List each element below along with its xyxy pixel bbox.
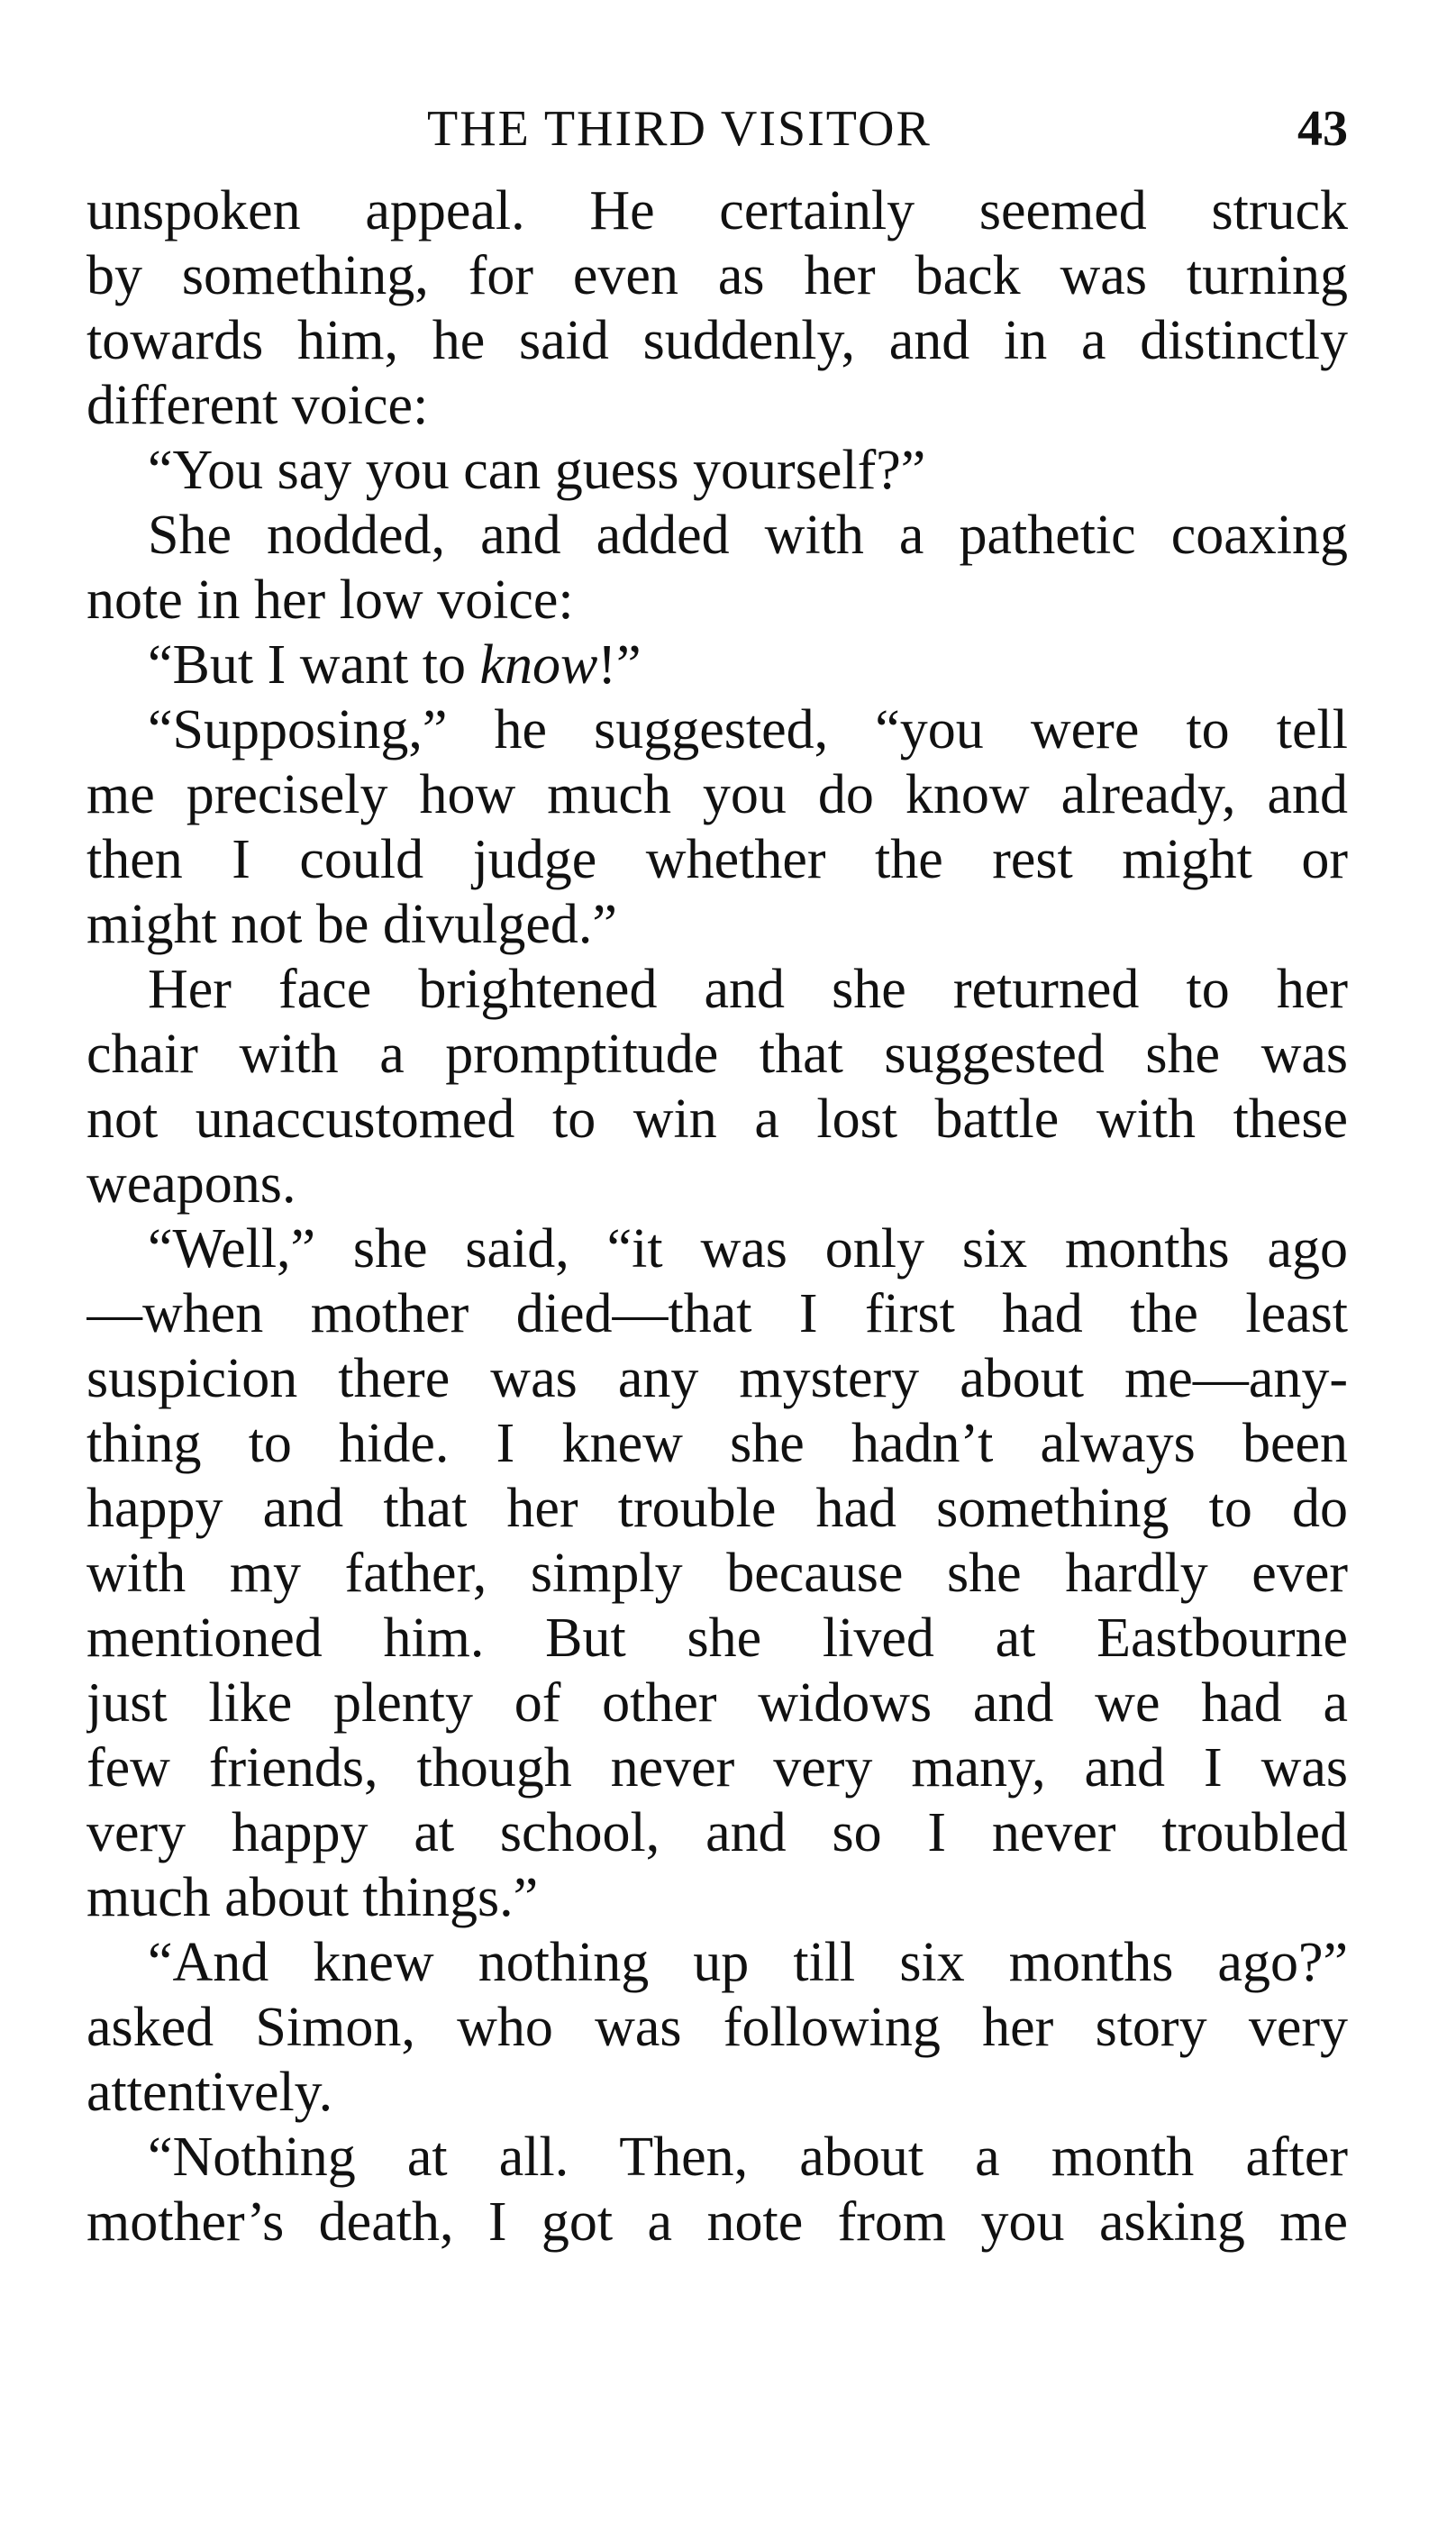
text-line: by something, for even as her back was turning (86, 245, 1348, 306)
text-line (86, 633, 1348, 697)
text-line: “Supposing,” he suggested, “you were to tell (148, 699, 1348, 760)
text-line: mother’s death, I got a note from you asking me (86, 2191, 1348, 2253)
body-text (86, 178, 1348, 2254)
text-line: much about things.” (86, 1867, 539, 1928)
text-line: “You say you can guess yourself?” (148, 440, 926, 501)
text-line: just like plenty of other widows and we had a (86, 1672, 1348, 1734)
text-line: then I could judge whether the rest might or (86, 829, 1348, 890)
text-line: attentively. (86, 2062, 333, 2123)
text-line: mentioned him. But she lived at Eastbourne (86, 1607, 1348, 1669)
text-line: towards him, he said suddenly, and in a distinctly (86, 310, 1348, 371)
text-line: note in her low voice: (86, 569, 574, 631)
text-line: happy and that her trouble had something to do (86, 1478, 1348, 1539)
text-line: She nodded, and added with a pathetic coaxing (148, 505, 1348, 566)
text-line: “Nothing at all. Then, about a month after (148, 2127, 1348, 2188)
text-line: “And knew nothing up till six months ago?” (148, 1932, 1348, 1993)
text-line: very happy at school, and so I never troubled (86, 1802, 1348, 1863)
text-line: thing to hide. I knew she hadn’t always been (86, 1413, 1348, 1474)
text-span: !” (597, 634, 642, 696)
italic-emphasis: know (479, 634, 598, 696)
text-line: “Well,” she said, “it was only six months ago (148, 1218, 1348, 1280)
text-line: with my father, simply because she hardly ever (86, 1543, 1348, 1604)
text-line: —when mother died—that I first had the least (86, 1283, 1348, 1344)
text-line: not unaccustomed to win a lost battle with these (86, 1088, 1348, 1150)
page-number: 43 (1297, 101, 1348, 157)
text-line: suspicion there was any mystery about me—any- (86, 1348, 1348, 1409)
running-title: THE THIRD VISITOR (427, 101, 932, 157)
text-line: unspoken appeal. He certainly seemed struck (86, 180, 1348, 241)
text-line: might not be divulged.” (86, 894, 617, 955)
text-line: few friends, though never very many, and I was (86, 1737, 1348, 1799)
text-line: different voice: (86, 375, 429, 436)
running-head (86, 97, 1348, 160)
text-line: me precisely how much you do know already, and (86, 764, 1348, 825)
text-line: Her face brightened and she returned to her (148, 959, 1348, 1020)
text-span: “But I want to (148, 634, 480, 696)
text-line: chair with a promptitude that suggested she was (86, 1024, 1348, 1085)
text-line: asked Simon, who was following her story very (86, 1997, 1348, 2058)
text-line: weapons. (86, 1153, 296, 1215)
